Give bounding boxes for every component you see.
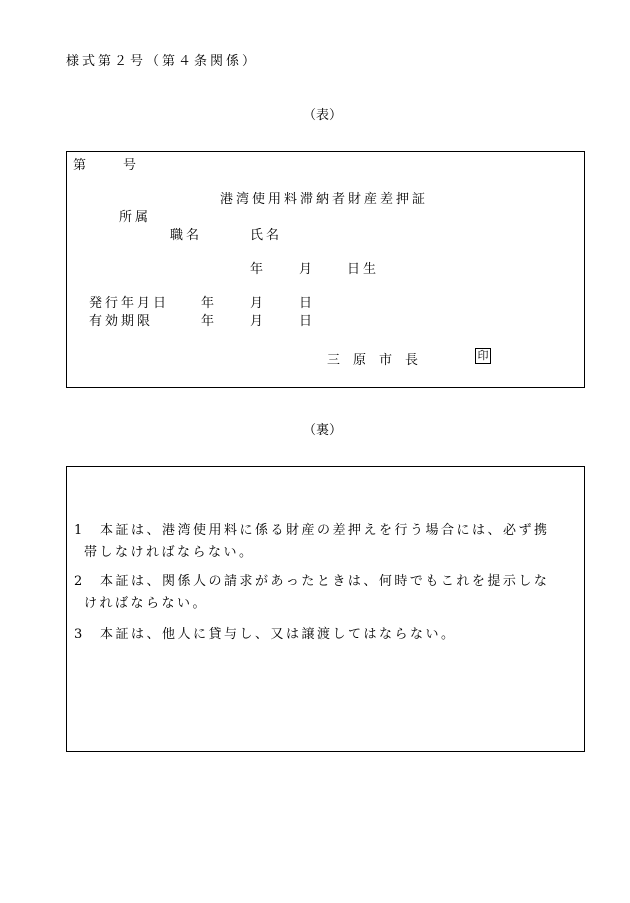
note-text-continued: 帯しなければならない。 bbox=[84, 545, 255, 560]
card-title: 港湾使用料滞納者財産差押証 bbox=[220, 192, 429, 207]
valid-day: 日 bbox=[299, 314, 313, 329]
note-text: 本証は、他人に貸与し、又は譲渡してはならない。 bbox=[100, 627, 457, 642]
note-number: 2 bbox=[74, 574, 83, 589]
issue-date-label: 発行年月日 bbox=[89, 296, 170, 311]
note-text-continued: ければならない。 bbox=[84, 596, 209, 611]
back-heading: （裏） bbox=[303, 423, 343, 438]
issue-day: 日 bbox=[299, 296, 313, 311]
note-number: 3 bbox=[74, 627, 83, 642]
front-heading: （表） bbox=[303, 108, 343, 123]
note-item bbox=[74, 571, 580, 615]
note-text: 本証は、関係人の請求があったときは、何時でもこれを提示しな bbox=[100, 574, 550, 589]
affiliation-label: 所属 bbox=[119, 210, 152, 225]
issue-year: 年 bbox=[201, 296, 215, 311]
form-label: 様式第２号（第４条関係） bbox=[66, 54, 259, 69]
position-label: 職名 bbox=[170, 228, 203, 243]
issue-month: 月 bbox=[250, 296, 264, 311]
valid-year: 年 bbox=[201, 314, 215, 329]
seal-mark: 印 bbox=[475, 348, 491, 364]
birth-month: 月 bbox=[299, 262, 313, 277]
valid-month: 月 bbox=[250, 314, 264, 329]
issuer-name: 三 原 市 長 bbox=[327, 353, 419, 368]
note-text: 本証は、港湾使用料に係る財産の差押えを行う場合には、必ず携 bbox=[100, 523, 550, 538]
note-item bbox=[74, 520, 580, 564]
valid-until-label: 有効期限 bbox=[89, 314, 154, 329]
birth-day: 日生 bbox=[347, 262, 380, 277]
name-label: 氏名 bbox=[250, 228, 283, 243]
front-card bbox=[66, 151, 585, 388]
note-number: 1 bbox=[74, 523, 83, 538]
note-item bbox=[74, 624, 580, 646]
birth-year: 年 bbox=[250, 262, 264, 277]
number-suffix: 号 bbox=[123, 158, 137, 173]
number-prefix: 第 bbox=[73, 158, 87, 173]
